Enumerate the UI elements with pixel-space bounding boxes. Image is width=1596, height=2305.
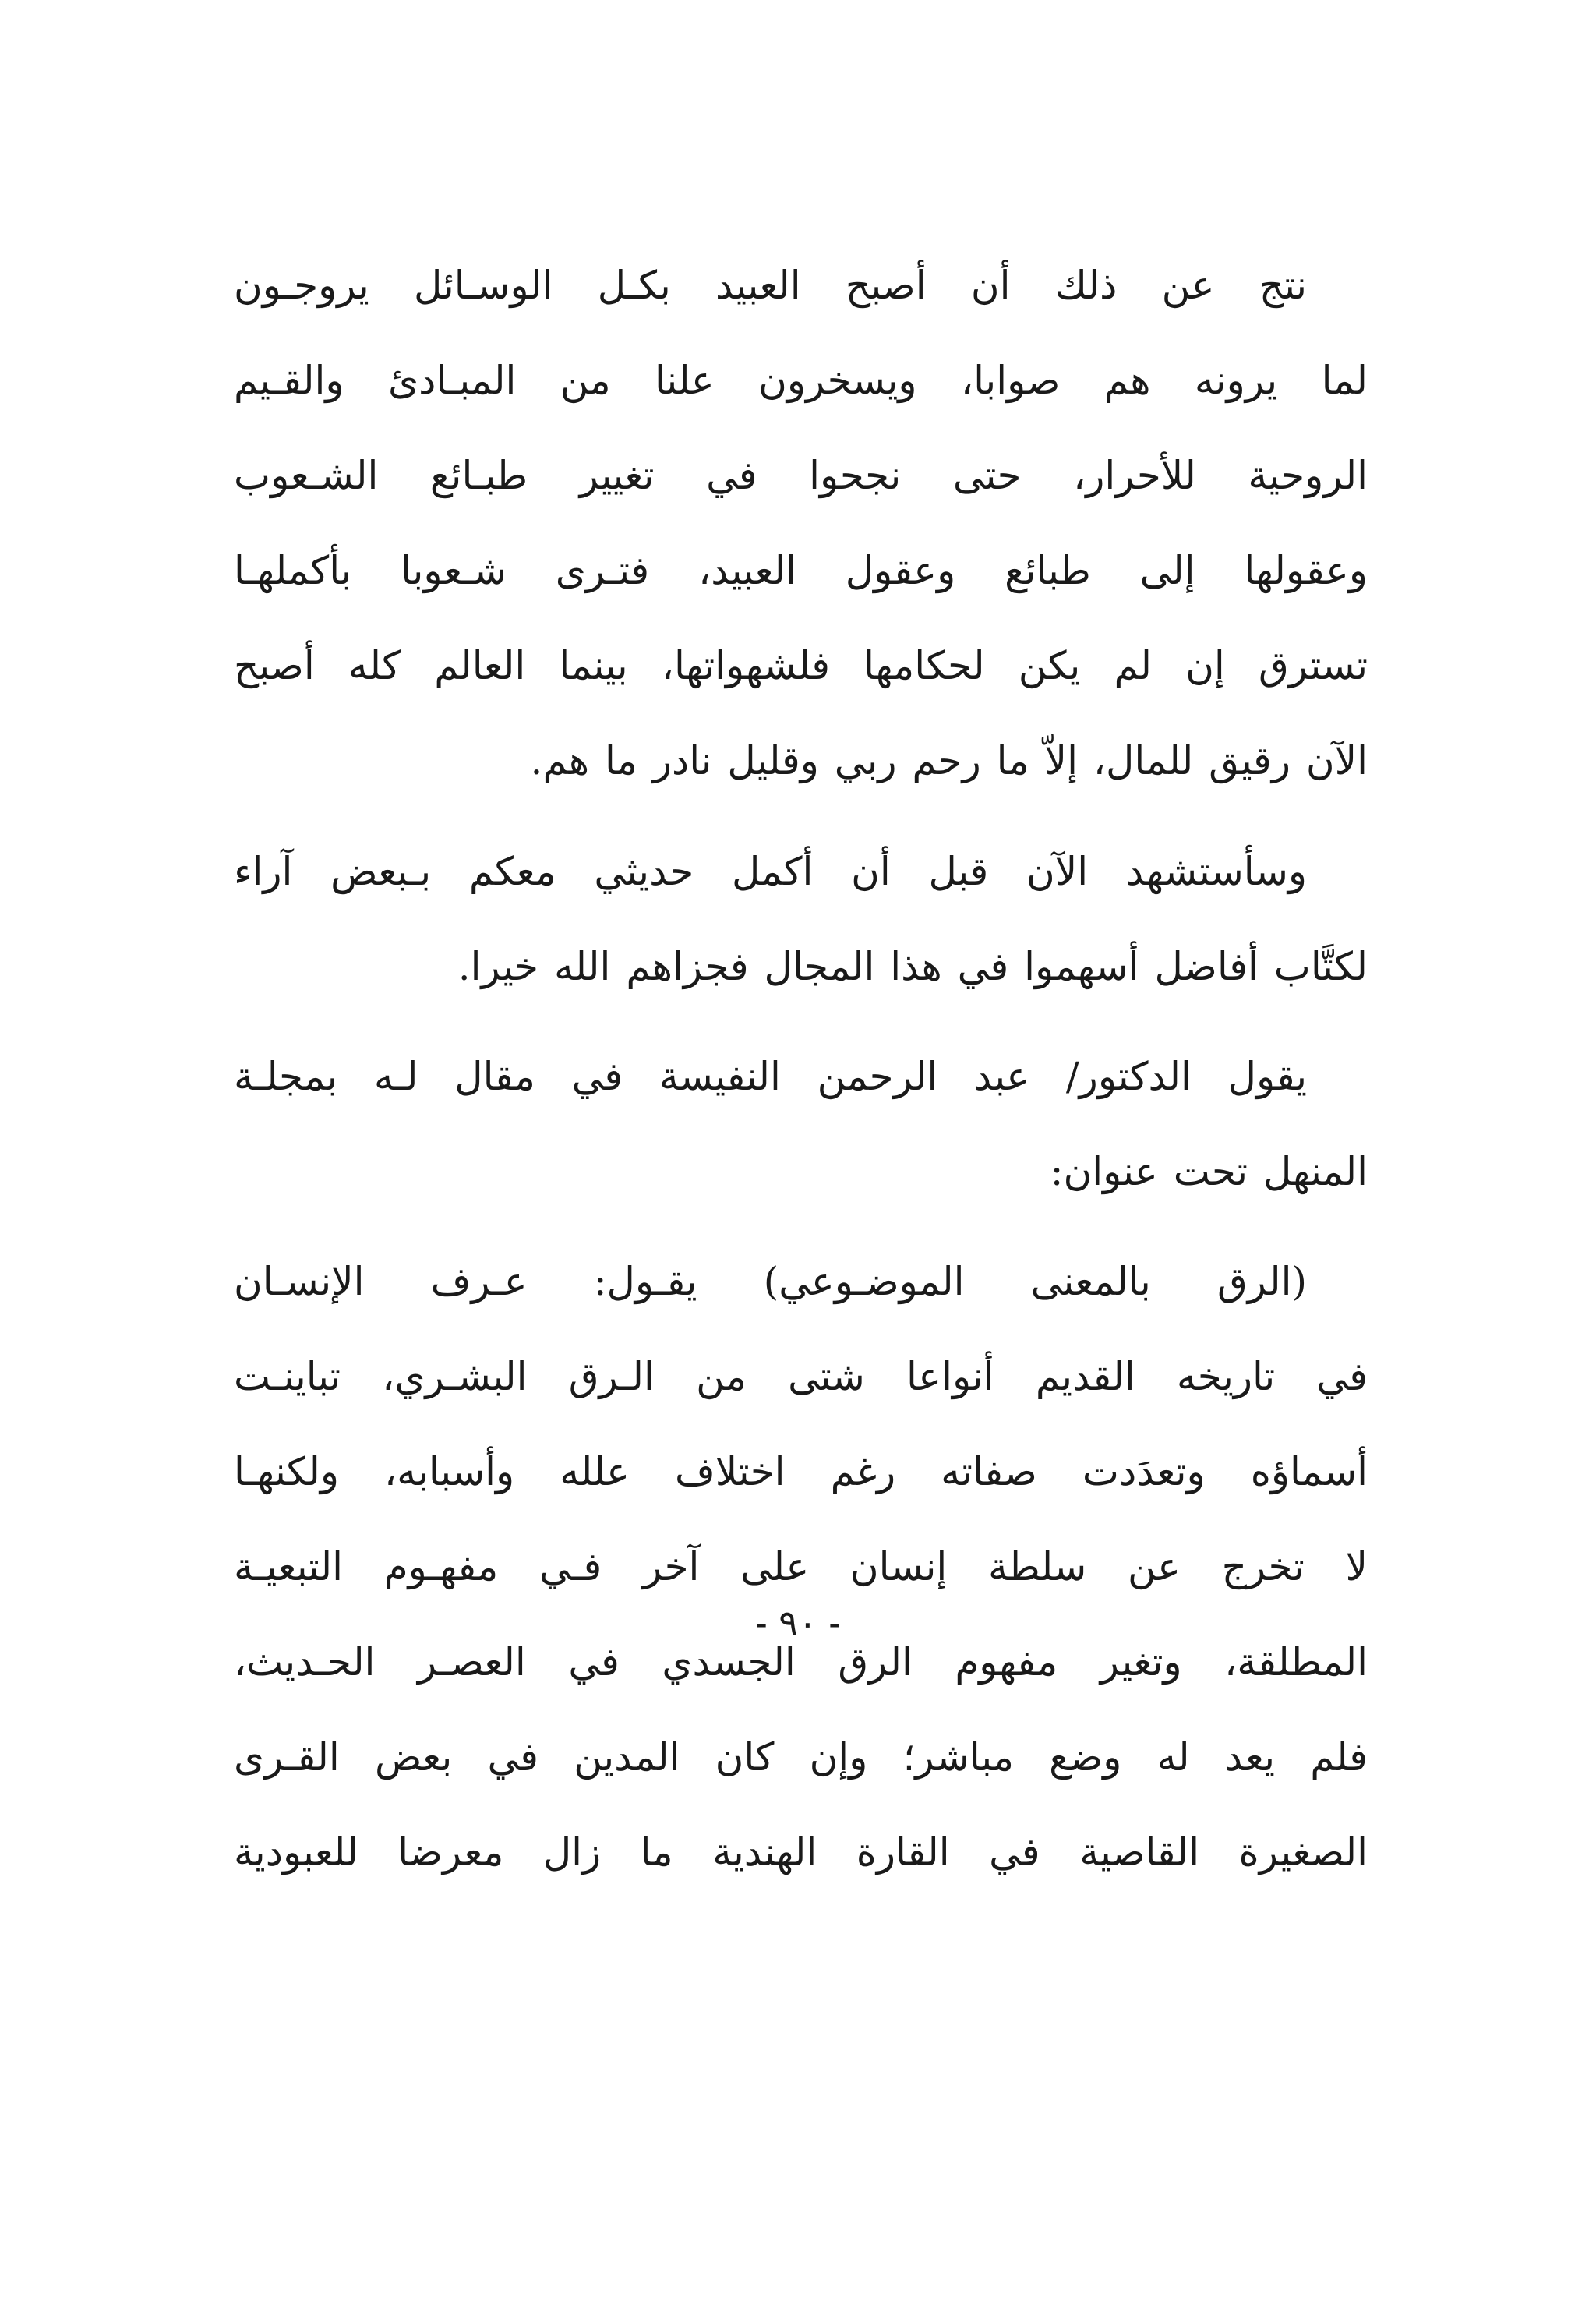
paragraph-4 <box>234 1234 1368 1900</box>
paragraph-line: وسأستشهد الآن قبل أن أكمل حديثي معكم بـبعض آراء <box>234 849 1307 894</box>
paragraph-line: يقول الدكتور/ عبد الرحمن النفيسة في مقال لـه بمجلـة <box>234 1054 1307 1099</box>
paragraph-line: نتج عن ذلك أن أصبح العبيد بكـل الوسـائل يروجـون <box>234 263 1307 308</box>
paragraph-line: المنهل تحت عنوان: <box>1050 1149 1368 1194</box>
paragraph-3 <box>234 1029 1368 1219</box>
paragraph-line: لا تخرج عن سلطة إنسان على آخر فـي مفهـوم التبعيـة <box>234 1544 1368 1589</box>
paragraph-line: الآن رقيق للمال، إلاّ ما رحم ربي وقليل نادر ما هم. <box>530 738 1368 783</box>
paragraph-2 <box>234 824 1368 1014</box>
paragraph-line: أسماؤه وتعدَدت صفاته رغم اختلاف علله وأسبابه، ولكنهـا <box>234 1449 1368 1494</box>
paragraph-line: لما يرونه هم صوابا، ويسخرون علنا من المبـادئ والقـيم <box>234 358 1368 403</box>
paragraph-line: وعقولها إلى طبائع وعقول العبيد، فتـرى شـعوبا بأكملهـا <box>234 548 1368 593</box>
paragraph-line: في تاريخه القديم أنواعا شتى من الـرق البشـري، تباينـت <box>234 1354 1368 1399</box>
paragraph-line: الروحية للأحرار، حتى نجحوا في تغيير طبـائع الشـعوب <box>234 453 1368 498</box>
paragraph-line: لكتَّاب أفاضل أسهموا في هذا المجال فجزاهم الله خيرا. <box>457 944 1368 989</box>
paragraph-line: الصغيرة القاصية في القارة الهندية ما زال معرضا للعبودية <box>234 1830 1368 1875</box>
page-number: - ٩٠ - <box>755 1602 841 1644</box>
paragraph-line: (الرق بالمعنى الموضـوعي) يقـول: عـرف الإنسـان <box>234 1259 1307 1304</box>
paragraph-line: المطلقة، وتغير مفهوم الرق الجسدي في العصـر الحـديث، <box>234 1639 1368 1685</box>
paragraph-line: فلم يعد له وضع مباشر؛ وإن كان المدين في بعض القـرى <box>234 1734 1368 1780</box>
paragraph-line: تسترق إن لم يكن لحكامها فلشهواتها، بينما العالم كله أصبح <box>234 643 1368 688</box>
paragraph-1 <box>234 238 1368 808</box>
